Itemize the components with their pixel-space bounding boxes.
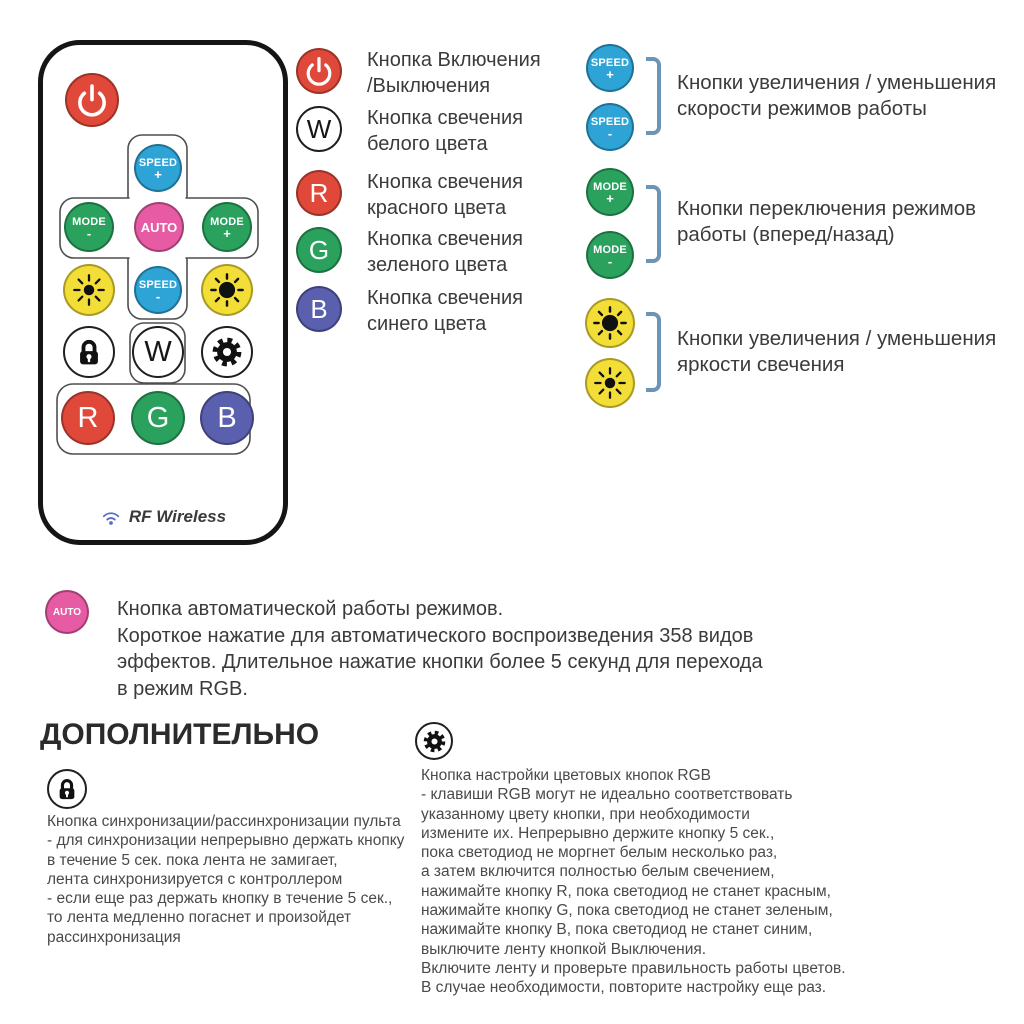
white-color-button (132, 326, 184, 378)
button-label: + (154, 166, 162, 182)
button-label: MODE (72, 215, 106, 228)
text-line: Кнопка синхронизации/рассинхронизации пульта (47, 813, 401, 830)
power-icon (303, 55, 335, 87)
button-label: + (223, 225, 231, 241)
button-label: + (606, 66, 614, 82)
brand-row (43, 507, 283, 527)
lock-legend-icon-circle (47, 769, 87, 809)
button-label: AUTO (140, 219, 178, 235)
legend-green-text (367, 226, 523, 278)
text-line: измените их. Непрерывно держите кнопку 5 сек., (421, 824, 775, 842)
text-line: скорости режимов работы (677, 97, 927, 120)
mode-plus-button (202, 202, 252, 252)
text-line: работы (вперед/назад) (677, 223, 895, 246)
button-label: SPEED (590, 56, 630, 69)
green-color-button (131, 391, 185, 445)
text-line: то лента медленно погаснет и произойдет (47, 909, 352, 927)
legend-power-text (367, 47, 541, 99)
button-label: R (77, 401, 99, 434)
button-label: SPEED (138, 278, 178, 291)
button-label: MODE (210, 215, 244, 228)
group-bracket (646, 312, 661, 392)
auto-button (134, 202, 184, 252)
text-line: пока светодиод не моргнет белым несколько раз, (421, 844, 778, 862)
brightness-up-button (201, 264, 253, 316)
lock-icon (72, 335, 106, 369)
power-icon (74, 82, 110, 118)
button-label: + (606, 190, 614, 206)
text-line: синего цвета (367, 313, 487, 335)
button-label: B (217, 401, 237, 434)
button-label: W (306, 113, 332, 144)
lock-description (47, 812, 404, 947)
text-line: - если еще раз держать кнопку в течение 5 сек., (47, 890, 393, 908)
text-line: зеленого цвета (367, 254, 508, 276)
legend-power-button (296, 48, 342, 94)
button-label: W (144, 335, 172, 368)
legend-mode-plus-button (586, 168, 634, 216)
legend-blue-button (296, 286, 342, 332)
text-line: Кнопка свечения (367, 228, 523, 250)
legend-mode-minus-button (586, 231, 634, 279)
lock-icon (53, 775, 81, 803)
brightness-up-icon (208, 271, 246, 309)
power-button (65, 73, 119, 127)
text-line: яркости свечения (677, 353, 845, 376)
text-line: Кнопка свечения (367, 287, 523, 309)
text-line: нажимайте кнопку R, пока светодиод не станет красным, (421, 882, 831, 900)
text-line: в режим RGB. (117, 677, 248, 700)
legend-red-button (296, 170, 342, 216)
text-line: лента синхронизируется с контроллером (47, 870, 343, 888)
gear-icon (421, 728, 448, 755)
mode-minus-button (64, 202, 114, 252)
text-line: Кнопка свечения (367, 107, 523, 129)
gear-description (421, 766, 846, 998)
text-line: /Выключения (367, 75, 491, 97)
text-line: Кнопки увеличения / уменьшения (677, 327, 997, 350)
text-line: а затем включится полностью белым свечением, (421, 863, 775, 881)
text-line: Кнопка Включения (367, 49, 541, 71)
speed-plus-button (134, 144, 182, 192)
text-line: Кнопки увеличения / уменьшения (677, 71, 997, 94)
settings-button (201, 326, 253, 378)
text-line: нажимайте кнопку G, пока светодиод не станет зеленым, (421, 902, 833, 920)
legend-white-text (367, 105, 523, 157)
button-label: G (308, 234, 330, 265)
remote-device (38, 40, 288, 545)
button-label: - (155, 288, 161, 304)
text-line: В случае необходимости, повторите настройку еще раз. (421, 979, 827, 997)
button-label: - (86, 225, 92, 241)
button-label: - (607, 125, 613, 141)
group-bracket (646, 185, 661, 263)
text-line: в течение 5 сек. пока лента не замигает, (47, 851, 338, 869)
brand-label: RF Wireless (128, 507, 227, 526)
brightness-down-icon (70, 271, 108, 309)
button-label: R (309, 177, 329, 208)
text-line: указанному цвету кнопки, при необходимости (421, 805, 750, 823)
text-line: Короткое нажатие для автоматического воспроизведения 358 видов (117, 624, 754, 647)
blue-color-button (200, 391, 254, 445)
legend-red-text (367, 169, 523, 221)
legend-speed-minus-button (586, 103, 634, 151)
legend-white-button (296, 106, 342, 152)
lock-button (63, 326, 115, 378)
text-line: Кнопка настройки цветовых кнопок RGB (421, 767, 711, 784)
text-line: эффектов. Длительное нажатие кнопки более 5 секунд для перехода (117, 651, 763, 673)
text-line: Кнопка автоматической работы режимов. (117, 598, 504, 620)
button-label: - (607, 253, 613, 269)
legend-brightness-up-button (585, 298, 635, 348)
red-color-button (61, 391, 115, 445)
auto-section-text (117, 596, 763, 702)
text-line: Включите ленту и проверьте правильность работы цветов. (421, 959, 846, 977)
legend-speed-plus-button (586, 44, 634, 92)
section-heading: ДОПОЛНИТЕЛЬНО (40, 718, 320, 751)
legend-brightness-down-button (585, 358, 635, 408)
text-line: выключите ленту кнопкой Выключения. (421, 940, 707, 958)
brightness-down-icon (591, 364, 629, 402)
legend-blue-text (367, 285, 523, 337)
button-label: SPEED (590, 115, 630, 128)
text-line: красного цвета (367, 197, 507, 219)
text-line: белого цвета (367, 133, 488, 155)
text-line: нажимайте кнопку B, пока светодиод не станет синим, (421, 921, 813, 939)
mode-group-text (677, 196, 976, 248)
text-line: Кнопка свечения (367, 171, 523, 193)
brightness-down-button (63, 264, 115, 316)
legend-auto-button (45, 590, 89, 634)
button-label: AUTO (52, 606, 82, 618)
brightness-up-icon (591, 304, 629, 342)
text-line: - для синхронизации непрерывно держать кнопку (47, 832, 405, 850)
text-line: - клавиши RGB могут не идеально соответствовать (421, 786, 793, 804)
wifi-icon (100, 509, 122, 526)
speed-minus-button (134, 266, 182, 314)
text-line: рассинхронизация (47, 928, 181, 946)
gear-legend-icon-circle (415, 722, 453, 760)
text-line: Кнопки переключения режимов (677, 197, 977, 220)
gear-icon (209, 334, 245, 370)
button-label: G (146, 401, 170, 434)
button-label: MODE (593, 243, 627, 256)
button-label: MODE (593, 180, 627, 193)
button-label: B (310, 293, 328, 324)
group-bracket (646, 57, 661, 135)
button-label: SPEED (138, 156, 178, 169)
brightness-group-text (677, 326, 996, 378)
speed-group-text (677, 70, 996, 122)
legend-green-button (296, 227, 342, 273)
